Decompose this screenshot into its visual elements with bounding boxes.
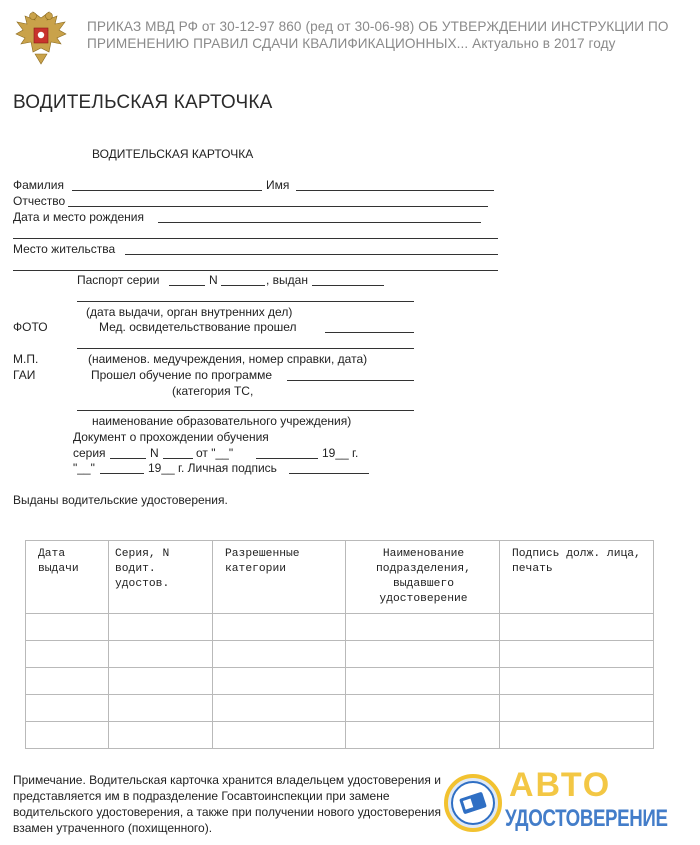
page-title: ВОДИТЕЛЬСКАЯ КАРТОЧКА [13,92,273,113]
blank-line-1 [13,238,498,239]
header-cell: Подпись долж. лица, печать [500,541,654,614]
training-doc-label: Документ о прохождении обучения [73,430,269,444]
table-cell [26,614,109,641]
table-row [26,722,654,749]
residence-label: Место жительства [13,242,116,256]
training-line [287,380,414,381]
passport-series-label: Паспорт серии [77,273,160,287]
table-cell [346,641,500,668]
license-card-icon [446,776,500,830]
table-cell [213,722,346,749]
from-label: от "__" [196,446,234,460]
birth-line [158,222,481,223]
watermark-line1: АВТО [509,766,612,804]
mp-label: М.П. [13,352,39,366]
table-cell [213,641,346,668]
table-cell [109,614,213,641]
quote-line [100,473,144,474]
name-line [296,190,494,191]
blank-line-2 [13,270,498,271]
med-line-2 [77,348,414,349]
passport-issued-label: , выдан [266,273,308,287]
passport-n-label: N [209,273,218,287]
from-line [256,458,318,459]
table-cell [500,641,654,668]
table-cell [26,722,109,749]
coat-of-arms-icon [13,8,69,68]
table-cell [213,668,346,695]
name-label: Имя [266,178,290,192]
n-line [163,458,193,459]
signature-line [289,473,369,474]
passport-issued-line [312,285,384,286]
header-title: ПРИКАЗ МВД РФ от 30-12-97 860 (ред от 30-06-98) ОБ УТВЕРЖДЕНИИ ИНСТРУКЦИИ ПО ПРИМЕНЕНИЮ ПРАВИЛ СДАЧИ КВАЛИФИКАЦИОННЫХ... Актуально в 2017 году [87,19,669,51]
table-row [26,614,654,641]
table-cell [26,695,109,722]
table-cell [346,668,500,695]
issue-caption: (дата выдачи, орган внутренних дел) [86,305,293,319]
watermark-logo [443,765,693,840]
watermark-line2: УДОСТОВЕРЕНИЕ [505,805,668,832]
table-cell [109,641,213,668]
surname-line [72,190,262,191]
issued-text: Выданы водительские удостоверения. [13,493,228,507]
surname-label: Фамилия [13,178,64,192]
photo-label: ФОТО [13,320,48,334]
year-signature-label: 19__ г. Личная подпись [148,461,277,475]
residence-line [125,254,498,255]
training-label: Прошел обучение по программе [91,368,273,382]
header-cell: Разрешенные категории [213,541,346,614]
gai-label: ГАИ [13,368,36,382]
category-caption: (категория ТС, [172,384,254,398]
header-cell: Наименование подразделения, выдавшего удостоверение [346,541,500,614]
table-cell [346,722,500,749]
note-text: Примечание. Водительская карточка хранится владельцем удостоверения и представляется им в подразделение Госавтоинспекции при замене водительского удостоверения, а также при получении нового удостоверения взамен утраченного (похищенного). [13,773,441,835]
quote-label: "__" [73,461,95,475]
header-cell: Серия, N водит. удостов. [109,541,213,614]
table-cell [500,722,654,749]
med-label: Мед. освидетельствование прошел [99,320,297,334]
year-label: 19__ г. [322,446,359,460]
patronymic-label: Отчество [13,194,66,208]
school-line [77,410,414,411]
med-caption: (наименов. медучреждения, номер справки, дата) [88,352,368,366]
table-cell [109,668,213,695]
licenses-table [25,540,654,749]
table-cell [26,668,109,695]
table-cell [346,614,500,641]
header-cell: Дата выдачи [26,541,109,614]
table-row [26,668,654,695]
table-cell [26,641,109,668]
table-cell [213,614,346,641]
series-line [110,458,146,459]
passport-line-2 [77,301,414,302]
table-cell [213,695,346,722]
med-line [325,332,414,333]
table-cell [500,614,654,641]
birth-label: Дата и место рождения [13,210,144,224]
passport-n-line [221,285,265,286]
series-label: серия [73,446,106,460]
table-row [26,695,654,722]
passport-series-line [169,285,205,286]
card-title: ВОДИТЕЛЬСКАЯ КАРТОЧКА [92,147,254,161]
table-cell [346,695,500,722]
n-label: N [150,446,159,460]
table-row [26,641,654,668]
table-cell [109,722,213,749]
patronymic-line [68,206,488,207]
table-cell [109,695,213,722]
table-header-row [26,541,654,614]
table-cell [500,695,654,722]
school-caption: наименование образовательного учреждения) [92,414,352,428]
table-cell [500,668,654,695]
